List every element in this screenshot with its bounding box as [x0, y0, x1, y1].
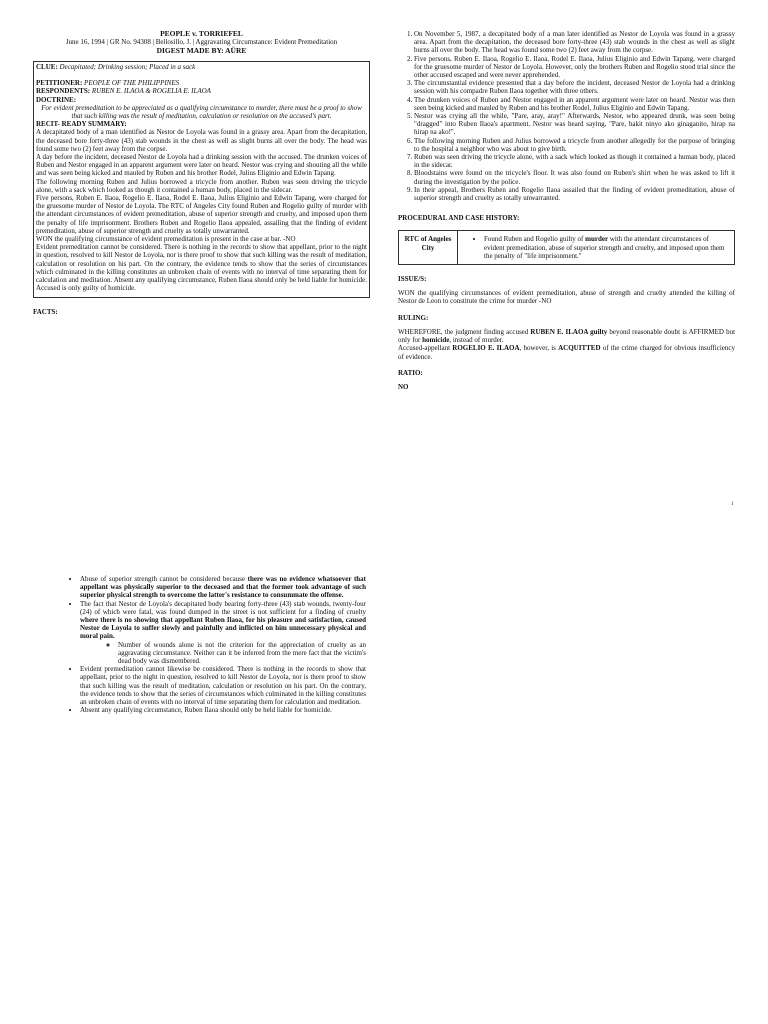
list-item: • Evident premeditation cannot likewise be considered. There is nothing in the records to show that appellant, prior to the night in question, resolved to kill Nestor de Loyola, nor is there proof to show that such killing was the result of meditation, calculation or resolution on his part. On the contrary, the evidence tends to show that the series of circumstances which culminated in the killing constitutes an unbroken chain of events with no interval of time separating them for calculation and meditation.: [80, 665, 366, 706]
fact-item: 1. On November 5, 1987, a decapitated body of a man later identified as Nestor de Loyola was found in a grassy area. Apart from the decapitation, the deceased bore forty-three (43) stab wounds in the chest as well as slight burns all over the body. The head was found some two (2) feet away from the corpse.: [414, 30, 735, 55]
respondents-label: RESPONDENTS:: [36, 87, 91, 96]
case-title: PEOPLE v. TORRIEFEL: [160, 29, 243, 38]
left-column: [33, 30, 370, 316]
history-cell: [458, 231, 735, 265]
court-cell: RTC of Angeles City: [399, 231, 458, 265]
fact-item: 4. The drunken voices of Ruben and Nestor engaged in an apparent argument were later on heard. Nestor was then seen being kicked and mauled by Ruben and his brother Rodel, Julius Eliginio and Edwin Tapang.: [414, 96, 735, 112]
fact-item: 3. The circumstantial evidence presented that a day before the incident, deceased Nestor de Loyola had a drinking session with his compadre Ruben Ilaoa together with three others.: [414, 79, 735, 95]
sub-list-item: ◦ Number of wounds alone is not the criterion for the appreciation of cruelty as an aggravating circumstance. Neither can it be inferred from the mere fact that the victim's dead body was dismembered.: [118, 641, 366, 666]
ruling-text: Accused-appellant: [398, 344, 451, 353]
case-citation: June 16, 1994 | GR No. 94308 | Bellosillo, J. | Aggravating Circumstance: Evident Premeditation: [65, 38, 338, 47]
bullet-bold: there was no evidence whatsoever that appellant was physically superior to the deceased and that the former took advantage of such superior physical strength to overcome the latter's resistance to consummate the offense.: [80, 575, 367, 600]
issues-text: WON the qualifying circumstances of evident premeditation, abuse of strength and cruelty attended the killing of Nestor de Leon to constitute the crime for murder -NO: [398, 289, 735, 306]
procedural-heading: PROCEDURAL AND CASE HISTORY:: [398, 214, 520, 223]
summary-box: [33, 61, 370, 297]
list-item: [80, 575, 366, 600]
ruling-paragraph: [398, 344, 735, 360]
history-text: Found Ruben and Rogelio guilty of: [484, 235, 584, 244]
clue-text: Decapitated; Drinking session; Placed in a sack: [59, 63, 196, 72]
recit-paragraph: Five persons, Ruben E. Ilaoa, Rogelio E. Ilaoa, Rodel E. Ilaoa, Julius Eliginio and Edwin Tapang, were charged for the gruesome murder of Nestor de Loyola. The RTC of Angeles City found Ruben and Rogelio guilty of murder with the attendant circumstances of evident premeditation, abuse of superior strength and cruelty, and imposed upon them the penalty of life imprisonment. Brothers Ruben and Rogelio Ilaoa appealed, assailing that the finding of evident premeditation, abuse of superior strength and cruelty as totally unwarranted.: [36, 194, 367, 235]
fact-item: 2. Five persons, Ruben E. Ilaoa, Rogelio E. Ilaoa, Rodel E. Ilaoa, Julius Eliginio and Edwin Tapang, were charged for the gruesome murder of Nestor de Loyola. However, only the brothers Ruben and Rogelio stood trial since the other accused escaped and were never apprehended.: [414, 55, 735, 80]
doctrine-label: DOCTRINE:: [36, 95, 77, 104]
ratio-heading: RATIO:: [398, 368, 423, 377]
ruling-bold: ACQUITTED: [558, 344, 601, 353]
bullet-bold: where there is no showing that appellant Ruben Ilaoa, for his pleasure and satisfaction, caused Nestor de Loyola to suffer slowly and painfully and inflicted on him unnecessary physical and moral pain.: [80, 616, 366, 641]
history-text: with the attendant circumstances of evident premeditation, abuse of superior strength and cruelty, and imposed upon them the penalty of "life imprisonment.": [484, 235, 725, 260]
petitioner-row: [36, 79, 367, 87]
history-bold: murder: [585, 235, 609, 244]
recit-paragraph: Evident premeditation cannot be considered. There is nothing in the records to show that appellant, prior to the night in question, resolved to kill Nestor de Loyola, nor is there proof to show that such killing was the result of meditation, calculation or resolution on his part. On the contrary, the evidence tends to show that the series of circumstances which culminated in the killing constitutes an unbroken chain of events with no interval of time separating them for calculation and meditation. Absent any qualifying circumstance, Ruben Ilaoa should only be held liable for homicide. Accused is only guilty of homicide.: [36, 243, 367, 293]
right-column: [398, 30, 735, 391]
petitioner-label: PETITIONER:: [36, 79, 83, 88]
ratio-text: NO: [398, 382, 409, 391]
recit-paragraph: A decapitated body of a man identified as Nestor de Loyola was found in a grassy area. Apart from the decapitation, the deceased bore forty-three (43) stab wounds in the chest as well as slight burns all over the body. The head was found some two (2) feet away from the corpse.: [36, 128, 367, 153]
procedural-table: [398, 230, 735, 265]
fact-item: 8. Bloodstains were found on the tricycle's floor. It was also found on Ruben's shirt when he was asked to lift it during the investigation by the police.: [414, 169, 735, 185]
ruling-bold: homicide: [422, 336, 450, 345]
fact-item: 5. Nestor was crying all the while, "Pare, aray, aray!" Afterwards, Nestor, who appeared drunk, was seen being "dragged" into Ruben Ilaoa's apartment. Nestor was heard saying, "Pare, bakit ninyo ako ginaganito, hirap na hirap na ako!".: [414, 112, 735, 137]
fact-item: 9. In their appeal, Brothers Ruben and Rogelio Ilaoa assailed that the finding of evident premeditation, abuse of superior strength and cruelty as totally unwarranted.: [414, 186, 735, 202]
table-row: [399, 231, 735, 265]
respondents-row: [36, 87, 367, 95]
bullet-text: Abuse of superior strength cannot be considered because: [80, 575, 246, 583]
petitioner-text: PEOPLE OF THE PHILIPPINES: [84, 79, 180, 88]
clue-label: CLUE:: [36, 63, 58, 72]
doctrine-text: For evident premeditation to be appreciated as a qualifying circumstance to murder, there must be a proof to show that such killing was the result of meditation, calculation or resolution on the accused's part.: [41, 103, 362, 121]
ruling-bold: RUBEN E. ILAOA guilty: [530, 327, 608, 336]
facts-heading: FACTS:: [33, 307, 58, 316]
recit-paragraph: The following morning Ruben and Julius borrowed a tricycle from another. Ruben was seen driving the tricycle alone, with a sack which looked as though it contained a human body, placed in the sidecar.: [36, 177, 367, 194]
ratio-bullets: [66, 575, 366, 714]
bullet-text: The fact that Nestor de Loyola's decapitated body bearing forty-three (43) stab wounds, twenty-four (24) of which were fatal, was found dumped in the street is not sufficient for a finding of cruelty: [80, 599, 366, 616]
ruling-text: of the crime charged for obvious insufficiency of evidence.: [398, 344, 735, 361]
ruling-paragraph: [398, 328, 735, 344]
recit-paragraph: A day before the incident, deceased Nestor de Loyola had a drinking session with the accused. The drunken voices of Ruben and Nestor engaged in an apparent argument were later on heard. Nestor was crying and shouting all the while and was seen being kicked and mauled by Ruben and his brother Rodel, Julius Eliginio and Edwin Tapang.: [36, 153, 367, 178]
ruling-text: , however, is: [519, 344, 556, 353]
list-item: [80, 600, 366, 666]
history-item: [484, 235, 730, 260]
fact-item: 7. Ruben was seen driving the tricycle alone, with a sack which looked as though it contained a human body, placed in the sidecar.: [414, 153, 735, 169]
ruling-text: WHEREFORE, the judgment finding accused: [398, 327, 529, 336]
recit-paragraph: WON the qualifying circumstance of evident premeditation is present in the case at bar. -NO: [36, 235, 296, 244]
ruling-heading: RULING:: [398, 313, 429, 322]
list-item: • Absent any qualifying circumstance, Ruben Ilaoa should only be held liable for homicide.: [80, 706, 366, 714]
ruling-text: , instead of murder.: [449, 336, 504, 345]
ruling-text: beyond reasonable doubt is AFFIRMED but only for: [398, 327, 736, 345]
clue-row: [36, 63, 367, 71]
recit-heading: RECIT- READY SUMMARY:: [36, 120, 127, 129]
page-number: 1: [731, 502, 734, 507]
respondents-text: RUBEN E. ILAOA & ROGELIA E. ILAOA: [91, 87, 211, 96]
digest-author: DIGEST MADE BY: AÜRE: [156, 45, 247, 55]
ruling-bold: ROGELIO E. ILAOA: [452, 344, 520, 353]
fact-item: 6. The following morning Ruben and Julius borrowed a tricycle from another allegedly for the purpose of bringing to the hospital a neighbor who was about to give birth.: [414, 137, 735, 153]
issues-heading: ISSUE/S:: [398, 275, 427, 284]
facts-list: [398, 30, 735, 202]
